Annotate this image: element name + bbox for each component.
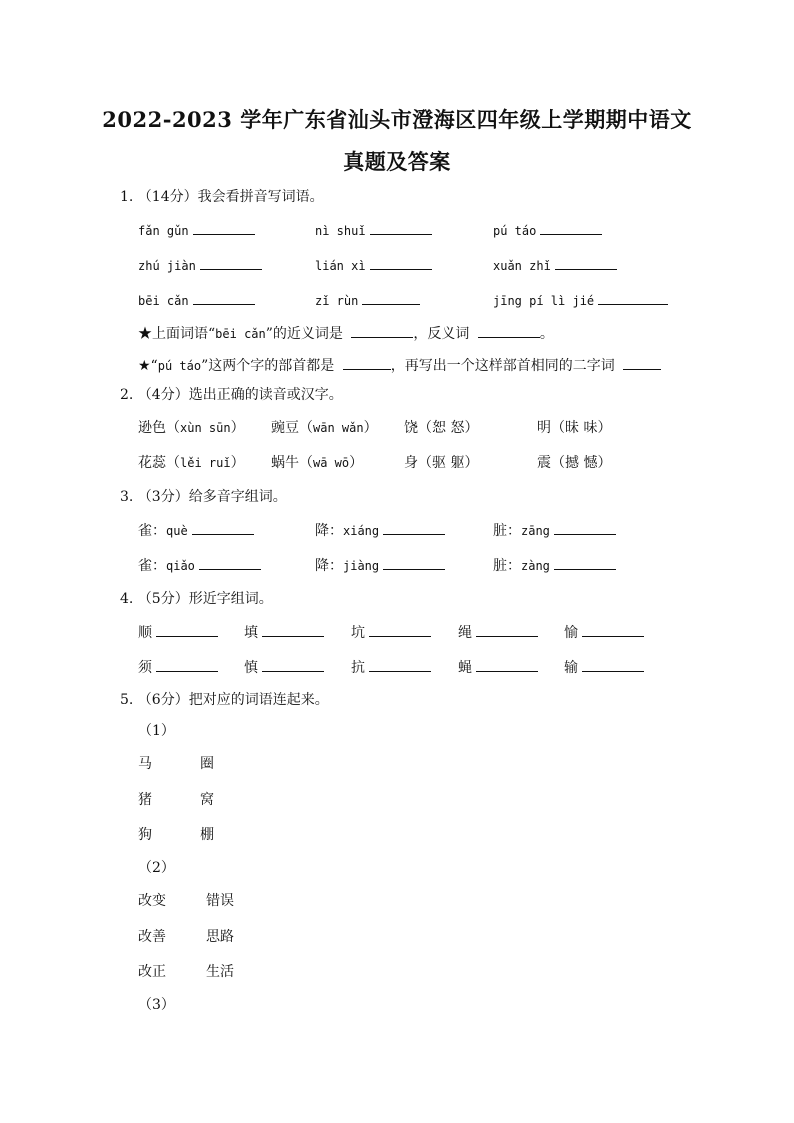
doc-title-line2: 真题及答案 [343,149,451,174]
q3-item: 脏：zàng [493,555,616,576]
q2-choice: 明（昧 味） [537,420,612,436]
q5-left-word: 改正 [138,964,166,980]
q4-item: 顺 [138,622,218,643]
q4-item: 输 [564,657,644,678]
q2-choice: 花蕊（lěi ruǐ） [138,455,245,471]
q1-item: jīng pí lì jié [493,290,668,311]
q5-right-word: 棚 [200,827,214,843]
q3-item: 降：xiáng [315,520,445,541]
q5-left-word: 狗 [138,827,152,843]
q1-item: xuǎn zhǐ [493,255,617,276]
q4-heading: 4. （5分）形近字组词。 [120,591,273,607]
q1-heading: 1. （14分）我会看拼音写词语。 [120,189,324,205]
q3-item: 脏：zāng [493,520,616,541]
q1-item: fǎn gǔn [138,220,255,241]
q4-item: 坑 [351,622,431,643]
q1-item: zǐ rùn [315,290,420,311]
q2-heading: 2. （4分）选出正确的读音或汉字。 [120,387,343,403]
q4-item: 抗 [351,657,431,678]
q5-right-word: 生活 [206,964,234,980]
q2-choice: 逊色（xùn sūn） [138,420,245,436]
q4-item: 慎 [244,657,324,678]
doc-title-line1: 2022-2023 学年广东省汕头市澄海区四年级上学期期中语文 [102,107,692,132]
q1-item: zhú jiàn [138,255,262,276]
q1-radical-line: ★“pú táo”这两个字的部首都是 ，再写出一个这样部首相同的二字词 [138,355,661,376]
q4-item: 绳 [458,622,538,643]
q2-choice: 身（驱 躯） [404,455,479,471]
q5-right-word: 思路 [206,929,234,945]
q5-right-word: 错误 [206,893,234,909]
q2-choice: 豌豆（wān wǎn） [271,420,378,436]
q1-item: lián xì [315,255,432,276]
q5-heading: 5. （6分）把对应的词语连起来。 [120,692,329,708]
q4-item: 须 [138,657,218,678]
q1-item: pú táo [493,220,602,241]
q5-left-word: 改善 [138,929,166,945]
q5-left-word: 改变 [138,893,166,909]
q3-item: 雀：què [138,520,254,541]
q5-left-word: 马 [138,756,152,772]
q1-synonym-line: ★上面词语“bēi cǎn”的近义词是 ，反义词 。 [138,323,554,344]
q4-item: 愉 [564,622,644,643]
q2-choice: 震（撼 憾） [537,455,612,471]
q3-heading: 3. （3分）给多音字组词。 [120,489,287,505]
q1-item: nì shuǐ [315,220,432,241]
q5-right-word: 窝 [200,792,214,808]
q2-choice: 蜗牛（wā wō） [271,455,364,471]
q3-item: 降：jiàng [315,555,445,576]
q4-item: 填 [244,622,324,643]
q5-part-label: （3） [138,997,175,1013]
q2-choice: 饶（恕 怒） [404,420,479,436]
q5-left-word: 猪 [138,792,152,808]
q5-part-label: （2） [138,860,175,876]
q4-item: 蝇 [458,657,538,678]
q5-right-word: 圈 [200,756,214,772]
q1-item: bēi cǎn [138,290,255,311]
q5-part-label: （1） [138,723,175,739]
q3-item: 雀：qiǎo [138,555,261,576]
